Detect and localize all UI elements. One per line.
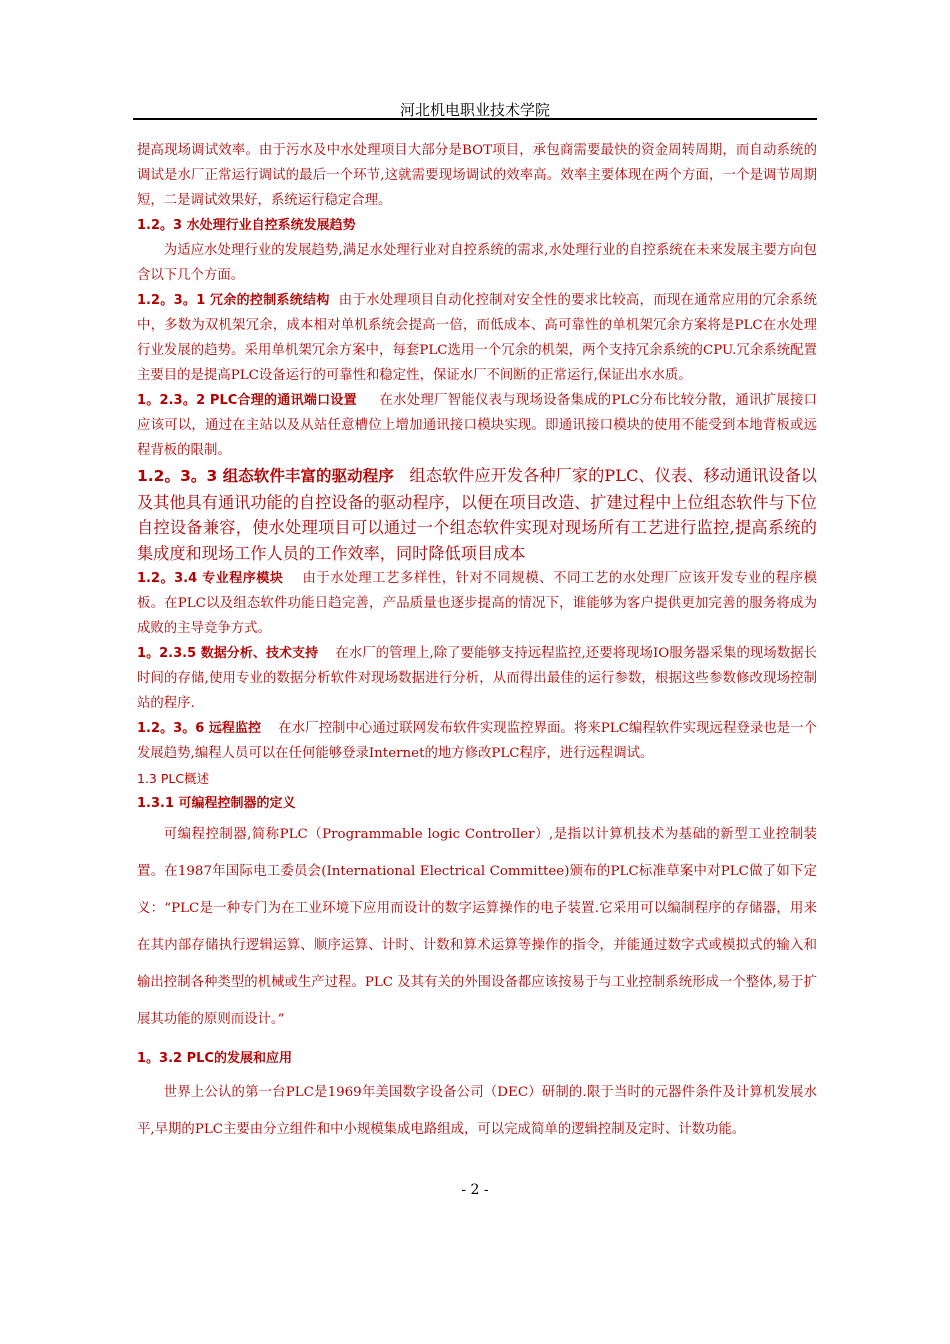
section-plc-history xyxy=(137,1074,817,1148)
paragraph-plc-definition: 可编程控制器,简称PLC（Programmable logic Controller）,是指以计算机技术为基础的新型工业控制装置。在1987年国际电工委员会(International Electrical Committee)颁布的PLC标准草案中对PLC做了如下定义：“PLC是一种专门为在工业环境下应用而设计的数字运算操作的电子装置.它采用可以编制程序的存储器，用来在其内部存储执行逻辑运算、顺序运算、计时、计数和算术运算等操作的指令，并能通过数字式或模拟式的输入和输出控制各种类型的机械或生产过程。PLC 及其有关的外围设备都应该按易于与工业控制系统形成一个整体,易于扩展其功能的原则而设计。” xyxy=(137,827,817,1027)
document-body xyxy=(137,138,817,1148)
heading-1-2-3-5: 1。2.3.5 数据分析、技术支持 xyxy=(137,646,319,661)
paragraph-comm-ports: 在水处理厂智能仪表与现场设备集成的PLC分布比较分散，通讯扩展接口应该可以，通过在主站以及从站任意槽位上增加通讯接口模块实现。即通讯接口模块的使用不能受到本地背板或远程背板的限制。 xyxy=(137,393,817,458)
section-program-modules xyxy=(137,566,817,641)
paragraph-data-analysis: 在水厂的管理上,除了要能够支持远程监控,还要将现场IO服务器采集的现场数据长时间的存储,使用专业的数据分析软件对现场数据进行分析，从而得出最佳的运行参数，根据这些参数修改现场控制站的程序. xyxy=(137,646,818,711)
paragraph-remote-monitoring: 在水厂控制中心通过联网发布软件实现监控界面。将来PLC编程软件实现远程登录也是一个发展趋势,编程人员可以在任何能够登录Internet的地方修改PLC程序，进行远程调试。 xyxy=(137,721,817,761)
page-header-title: 河北机电职业技术学院 xyxy=(399,101,550,119)
section-comm-ports xyxy=(137,388,817,463)
heading-1-3-2: 1。3.2 PLC的发展和应用 xyxy=(137,1051,292,1066)
header-divider xyxy=(133,118,817,120)
heading-1-2-3-1: 1.2。3。1 冗余的控制系统结构 xyxy=(137,293,330,308)
page-number: - 2 - xyxy=(461,1182,489,1198)
section-redundant-control xyxy=(137,288,817,388)
paragraph-config-drivers: 组态软件应开发各种厂家的PLC、仪表、移动通讯设备以及其他具有通讯功能的自控设备的驱动程序，以便在项目改造、扩建过程中上位组态软件与下位自控设备兼容，使水处理项目可以通过一个组态软件实现对现场所有工艺进行监控,提高系统的集成度和现场工作人员的工作效率，同时降低项目成本 xyxy=(137,466,817,563)
heading-1-2-3: 1.2。3 水处理行业自控系统发展趋势 xyxy=(137,218,356,233)
heading-1-2-3-6: 1.2。3。6 远程监控 xyxy=(137,721,262,736)
section-config-drivers xyxy=(137,463,817,566)
heading-1-2-3-4: 1.2。3.4 专业程序模块 xyxy=(137,571,284,586)
section-plc-definition xyxy=(137,816,817,1038)
section-data-analysis xyxy=(137,641,817,716)
paragraph-program-modules: 由于水处理工艺多样性，针对不同规模、不同工艺的水处理厂应该开发专业的程序模板。在PLC以及组态软件功能日趋完善，产品质量也逐步提高的情况下，谁能够为客户提供更加完善的服务将成为成败的主导竞争方式。 xyxy=(137,571,818,636)
paragraph-trends-intro: 为适应水处理行业的发展趋势,满足水处理行业对自控系统的需求,水处理行业的自控系统在未来发展主要方向包含以下几个方面。 xyxy=(137,243,817,283)
heading-1-3-1: 1.3.1 可编程控制器的定义 xyxy=(137,796,296,811)
section-remote-monitoring xyxy=(137,716,817,766)
paragraph-plc-history: 世界上公认的第一台PLC是1969年美国数字设备公司（DEC）研制的.限于当时的元器件条件及计算机发展水平,早期的PLC主要由分立组件和中小规模集成电路组成，可以完成简单的逻辑控制及定时、计数功能。 xyxy=(137,1085,817,1137)
heading-1-2-3-2: 1。2.3。2 PLC合理的通讯端口设置 xyxy=(137,393,357,408)
paragraph-debug-efficiency: 提高现场调试效率。由于污水及中水处理项目大部分是BOT项目，承包商需要最快的资金周转周期，而自动系统的调试是水厂正常运行调试的最后一个环节,这就需要现场调试的效率高。效率主要体现在两个方面，一个是调节周期短，二是调试效果好，系统运行稳定合理。 xyxy=(137,143,817,208)
heading-1-2-3-3: 1.2。3。3 组态软件丰富的驱动程序 xyxy=(137,467,394,485)
paragraph-redundant-control: 由于水处理项目自动化控制对安全性的要求比较高，而现在通常应用的冗余系统中，多数为双机架冗余，成本相对单机系统会提高一倍，而低成本、高可靠性的单机架冗余方案将是PLC在水处理行业发展的趋势。采用单机架冗余方案中，每套PLC选用一个冗余的机架，两个支持冗余系统的CPU.冗余系统配置主要目的是提高PLC设备运行的可靠性和稳定性，保证水厂不间断的正常运行,保证出水水质。 xyxy=(137,293,818,383)
heading-1-3: 1.3 PLC概述 xyxy=(137,771,210,786)
